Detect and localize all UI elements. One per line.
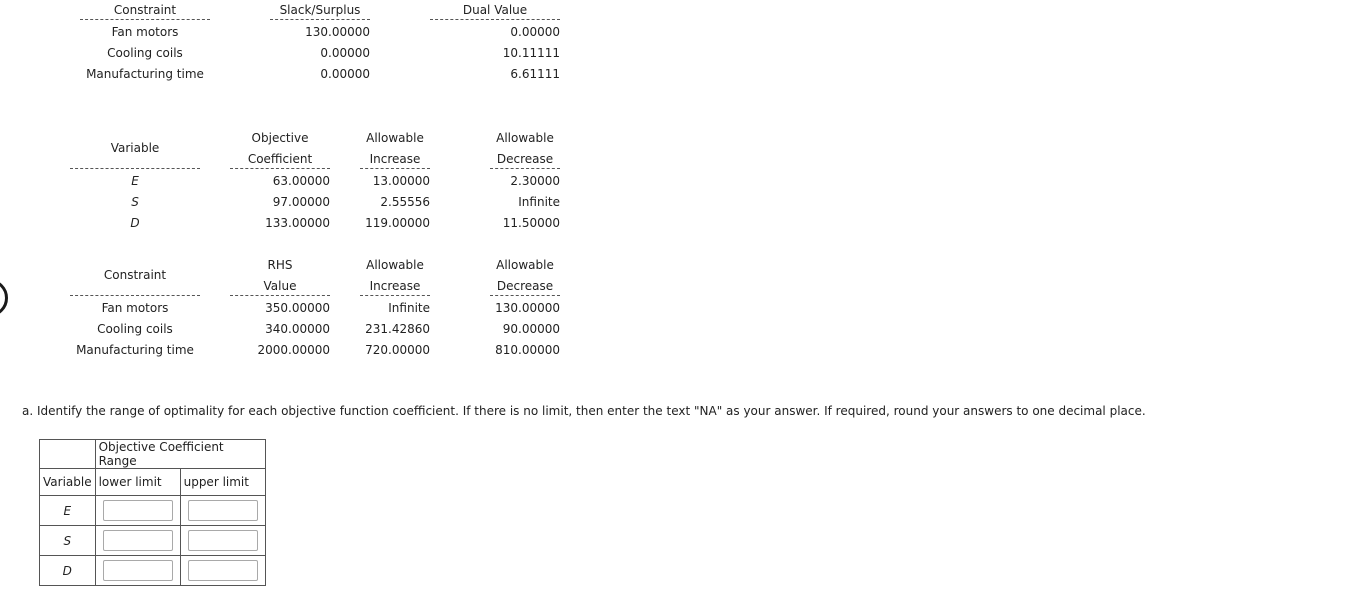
row-name: Fan motors [111,25,179,39]
variable-label: S [40,526,96,556]
header-decrease: Decrease [496,152,554,166]
divider [230,168,330,169]
divider [490,295,560,296]
rhs-value: 350.00000 [265,301,330,315]
divider [70,168,200,169]
allowable-increase: 720.00000 [365,343,430,357]
answer-row [40,496,266,526]
divider [230,295,330,296]
header-decrease: Decrease [496,279,554,293]
rhs-value: 2000.00000 [257,343,330,357]
allowable-increase: Infinite [388,301,430,315]
lower-limit-input[interactable] [103,530,173,551]
question-text: a. Identify the range of optimality for each objective function coefficient. If there is no limit, then enter the text "NA" as your answer. If required, round your answers to one decimal place. [22,404,1146,418]
divider [270,19,370,20]
upper-limit-header: upper limit [180,469,265,496]
variable-name: D [130,216,140,230]
answer-row [40,526,266,556]
allowable-decrease: 130.00000 [495,301,560,315]
objective-coefficient: 63.00000 [272,174,330,188]
dual-value: 0.00000 [510,25,560,39]
allowable-increase: 13.00000 [372,174,430,188]
header-objective: Objective [251,131,309,145]
row-name: Manufacturing time [76,343,194,357]
upper-limit-input[interactable] [188,560,258,581]
slack-value: 130.00000 [305,25,370,39]
upper-limit-cell [180,526,265,556]
divider [430,19,560,20]
divider [80,19,210,20]
slack-value: 0.00000 [320,46,370,60]
header-constraint: Constraint [103,268,167,282]
allowable-increase: 119.00000 [365,216,430,230]
circle-button[interactable] [0,279,8,317]
row-name: Fan motors [101,301,169,315]
header-increase: Increase [369,279,421,293]
divider [360,295,430,296]
divider [70,295,200,296]
allowable-decrease: Infinite [518,195,560,209]
variable-label: D [40,556,96,586]
rhs-value: 340.00000 [265,322,330,336]
lower-limit-header: lower limit [95,469,180,496]
header-allowable: Allowable [366,258,424,272]
upper-limit-input[interactable] [188,500,258,521]
lower-limit-cell [95,526,180,556]
allowable-increase: 231.42860 [365,322,430,336]
empty-header-cell [40,440,96,469]
allowable-decrease: 2.30000 [510,174,560,188]
variable-column-header: Variable [40,469,96,496]
allowable-decrease: 11.50000 [502,216,560,230]
upper-limit-input[interactable] [188,530,258,551]
header-allowable: Allowable [366,131,424,145]
row-name: Cooling coils [107,46,183,60]
upper-limit-cell [180,496,265,526]
dual-value: 6.61111 [510,67,560,81]
header-rhs: RHS [267,258,293,272]
upper-limit-cell [180,556,265,586]
dual-value: 10.11111 [502,46,560,60]
header-dual-value: Dual Value [462,3,528,17]
variable-name: E [131,174,139,188]
variable-label: E [40,496,96,526]
answer-row [40,556,266,586]
allowable-increase: 2.55556 [380,195,430,209]
lower-limit-cell [95,556,180,586]
allowable-decrease: 810.00000 [495,343,560,357]
answer-table [39,439,266,586]
lower-limit-cell [95,496,180,526]
allowable-decrease: 90.00000 [502,322,560,336]
row-name: Cooling coils [97,322,173,336]
objective-coefficient: 97.00000 [272,195,330,209]
header-increase: Increase [369,152,421,166]
slack-value: 0.00000 [320,67,370,81]
header-slack-surplus: Slack/Surplus [279,3,361,17]
header-allowable: Allowable [496,131,554,145]
objective-coefficient: 133.00000 [265,216,330,230]
header-variable: Variable [110,141,160,155]
row-name: Manufacturing time [86,67,204,81]
header-coefficient: Coefficient [247,152,313,166]
divider [490,168,560,169]
header-constraint: Constraint [113,3,177,17]
objective-coefficient-range-header: Objective Coefficient Range [95,440,265,469]
header-value: Value [263,279,297,293]
header-allowable: Allowable [496,258,554,272]
divider [360,168,430,169]
lower-limit-input[interactable] [103,500,173,521]
lower-limit-input[interactable] [103,560,173,581]
variable-name: S [131,195,139,209]
